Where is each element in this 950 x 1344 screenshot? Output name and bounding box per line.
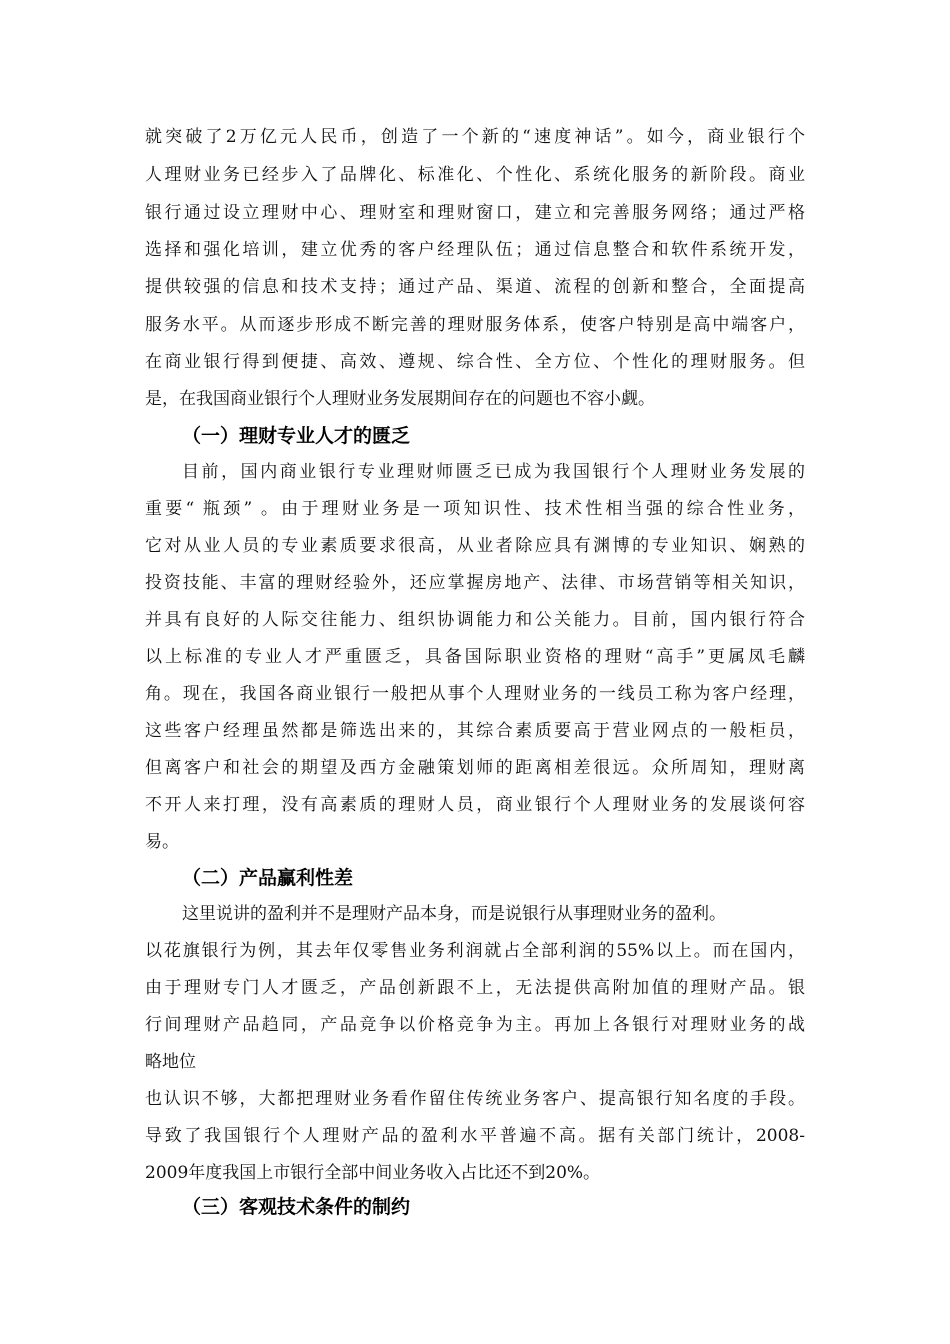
para3-line-7: 导致了我国银行个人理财产品的盈利水平普遍不高。据有关部门统计，2008- [145, 1126, 805, 1146]
para2-line-4: 投资技能、丰富的理财经验外，还应掌握房地产、法律、市场营销等相关知识， [145, 573, 805, 593]
para3-line-3: 由于理财专门人才匮乏，产品创新跟不上，无法提供高附加值的理财产品。银 [145, 978, 805, 998]
para1-line-4: 选择和强化培训，建立优秀的客户经理队伍；通过信息整合和软件系统开发， [145, 240, 805, 260]
para1-line-1: 就突破了2万亿元人民币，创造了一个新的“速度神话”。如今，商业银行个 [145, 127, 805, 147]
para2-line-8: 这些客户经理虽然都是筛选出来的，其综合素质要高于营业网点的一般柜员， [145, 721, 805, 741]
para2-line-10: 不开人来打理，没有高素质的理财人员，商业银行个人理财业务的发展谈何容 [145, 795, 805, 815]
para3-line-2: 以花旗银行为例，其去年仅零售业务利润就占全部利润的55%以上。而在国内， [145, 941, 805, 961]
para3-line-1: 这里说讲的盈利并不是理财产品本身，而是说银行从事理财业务的盈利。 [182, 904, 726, 924]
para1-line-5: 提供较强的信息和技术支持；通过产品、渠道、流程的创新和整合，全面提高 [145, 277, 805, 297]
para2-line-9: 但离客户和社会的期望及西方金融策划师的距离相差很远。众所周知，理财离 [145, 758, 805, 778]
section-heading-2: （二）产品赢利性差 [182, 867, 354, 889]
para2-line-7: 角。现在，我国各商业银行一般把从事个人理财业务的一线员工称为客户经理， [145, 684, 805, 704]
para2-line-6: 以上标准的专业人才严重匮乏，具备国际职业资格的理财“高手”更属凤毛麟 [145, 647, 805, 667]
para1-line-7: 在商业银行得到便捷、高效、遵规、综合性、全方位、个性化的理财服务。但 [145, 352, 805, 372]
para1-line-3: 银行通过设立理财中心、理财室和理财窗口，建立和完善服务网络；通过严格 [145, 203, 805, 223]
para2-line-1: 目前，国内商业银行专业理财师匮乏已成为我国银行个人理财业务发展的 [182, 462, 805, 482]
para2-line-3: 它对从业人员的专业素质要求很高，从业者除应具有渊博的专业知识、娴熟的 [145, 536, 805, 556]
para3-line-4: 行间理财产品趋同，产品竞争以价格竞争为主。再加上各银行对理财业务的战 [145, 1015, 805, 1035]
para3-line-5: 略地位 [145, 1052, 196, 1072]
para3-line-8: 2009年度我国上市银行全部中间业务收入占比还不到20%。 [145, 1163, 601, 1183]
para1-line-2: 人理财业务已经步入了品牌化、标准化、个性化、系统化服务的新阶段。商业 [145, 165, 805, 185]
para3-line-6: 也认识不够，大都把理财业务看作留住传统业务客户、提高银行知名度的手段。 [145, 1089, 805, 1109]
para2-line-11: 易。 [145, 832, 179, 852]
section-heading-1: （一）理财专业人才的匮乏 [182, 425, 411, 447]
para1-line-6: 服务水平。从而逐步形成不断完善的理财服务体系，使客户特别是高中端客户， [145, 315, 805, 335]
para1-line-8: 是，在我国商业银行个人理财业务发展期间存在的问题也不容小觑。 [145, 389, 655, 409]
para2-line-2: 重要“ 瓶颈” 。由于理财业务是一项知识性、技术性相当强的综合性业务， [145, 499, 805, 519]
para2-line-5: 并具有良好的人际交往能力、组织协调能力和公关能力。目前，国内银行符合 [145, 610, 805, 630]
section-heading-3: （三）客观技术条件的制约 [182, 1196, 411, 1218]
